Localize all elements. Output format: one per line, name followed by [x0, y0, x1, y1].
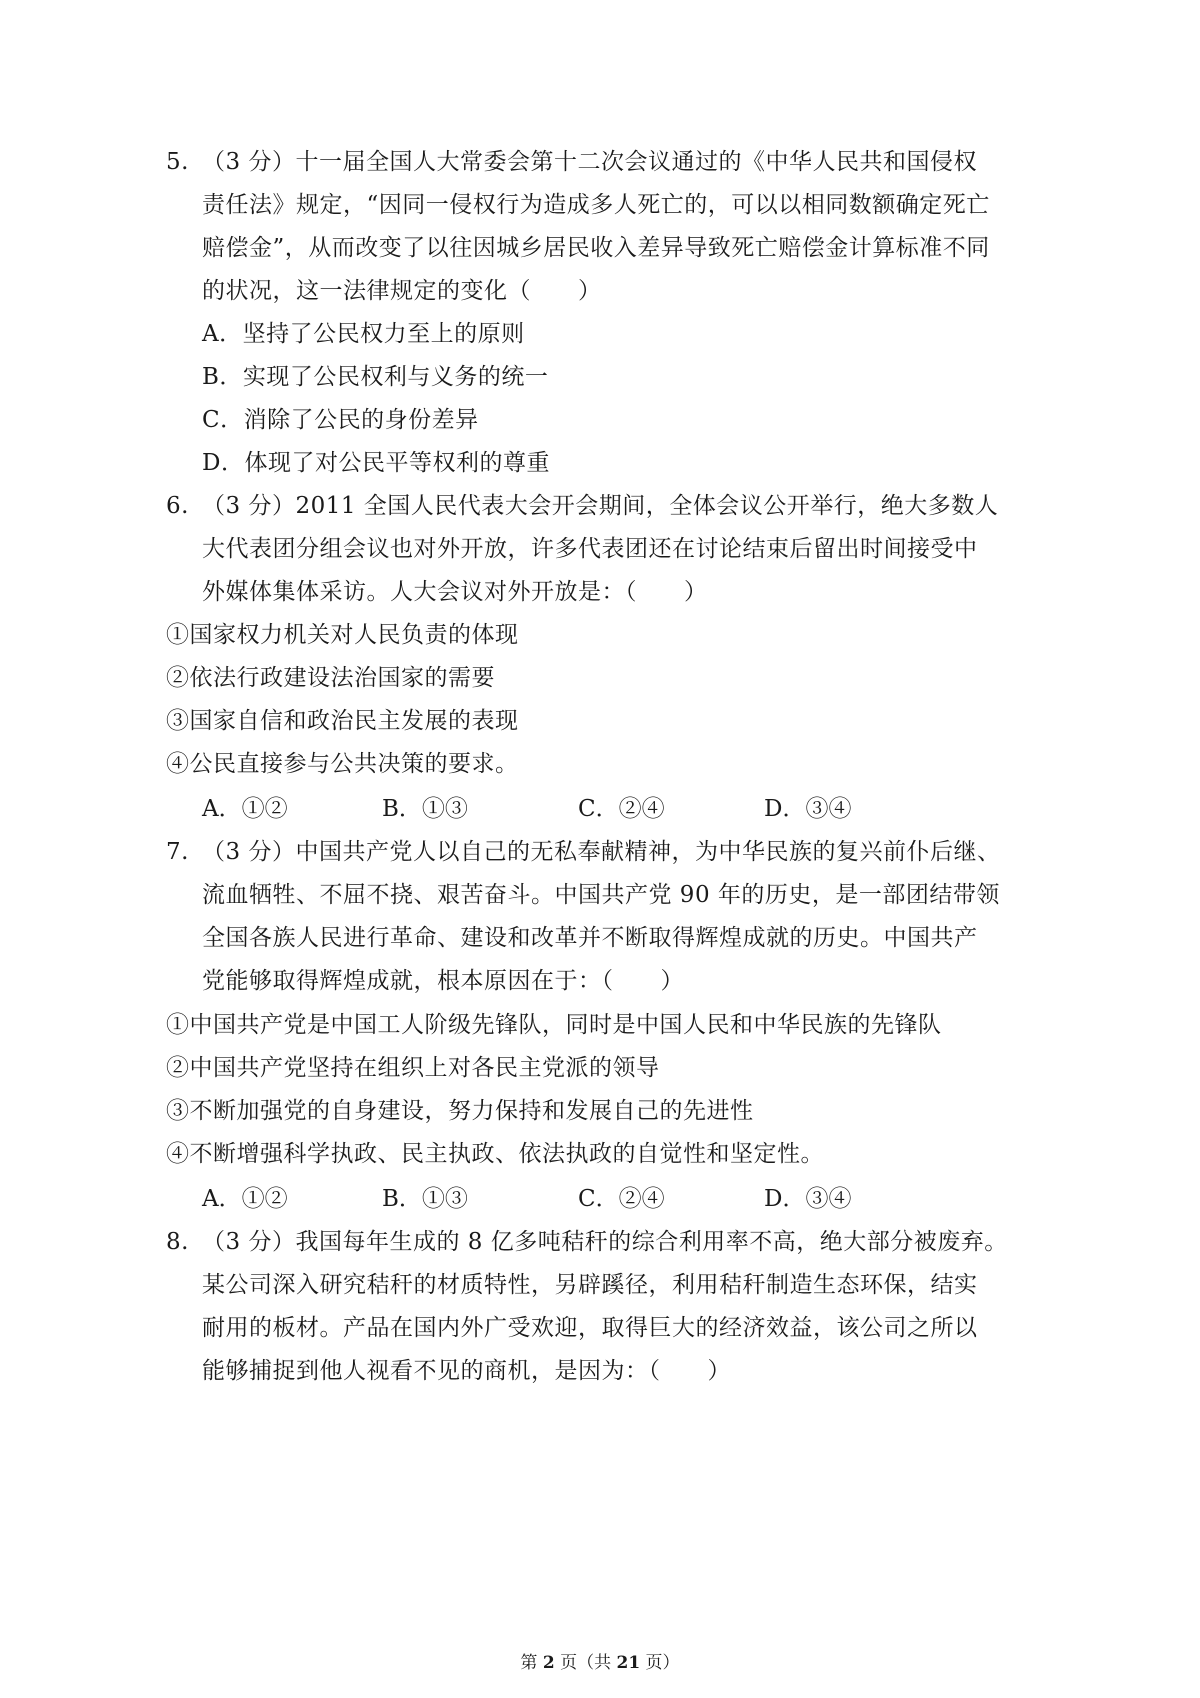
question-number: 5. — [166, 149, 189, 175]
question-5-line-4: 的状况，这一法律规定的变化（ ） — [202, 278, 602, 304]
choice-a: A．①② — [202, 1186, 288, 1212]
question-7-statement-3: ③不断加强党的自身建设，努力保持和发展自己的先进性 — [166, 1098, 754, 1124]
question-6-statement-4: ④公民直接参与公共决策的要求。 — [166, 751, 519, 777]
question-7-line-3: 全国各族人民进行革命、建设和改革并不断取得辉煌成就的历史。中国共产 — [202, 925, 978, 951]
choice-a: A．①② — [202, 796, 288, 822]
question-8-line-2: 某公司深入研究秸秆的材质特性，另辟蹊径，利用秸秆制造生态环保，结实 — [202, 1272, 978, 1298]
choice-b: B．①③ — [382, 1186, 468, 1212]
question-6-line-3: 外媒体集体采访。人大会议对外开放是：（ ） — [202, 579, 708, 605]
question-6-line-2: 大代表团分组会议也对外开放，许多代表团还在讨论结束后留出时间接受中 — [202, 536, 978, 562]
choice-c: C．②④ — [578, 1186, 665, 1212]
choice-c: C．②④ — [578, 796, 665, 822]
question-6-statement-1: ①国家权力机关对人民负责的体现 — [166, 622, 519, 648]
question-5-option-d: D．体现了对公民平等权利的尊重 — [202, 450, 550, 476]
total-page-count: 21 — [616, 1653, 641, 1673]
question-8-line-1: 8. （3 分）我国每年生成的 8 亿多吨秸秆的综合利用率不高，绝大部分被废弃。 — [166, 1229, 1008, 1255]
question-number: 7. — [166, 839, 189, 865]
question-number: 8. — [166, 1229, 189, 1255]
question-7-statement-4: ④不断增强科学执政、民主执政、依法执政的自觉性和坚定性。 — [166, 1141, 824, 1167]
question-5-option-c: C．消除了公民的身份差异 — [202, 407, 479, 433]
question-6-line-1: 6. （3 分）2011 全国人民代表大会开会期间，全体会议公开举行，绝大多数人 — [166, 493, 999, 519]
question-7-statement-1: ①中国共产党是中国工人阶级先锋队，同时是中国人民和中华民族的先锋队 — [166, 1012, 942, 1038]
question-8-line-4: 能够捕捉到他人视看不见的商机，是因为：（ ） — [202, 1358, 731, 1384]
question-6-statement-2: ②依法行政建设法治国家的需要 — [166, 665, 495, 691]
choice-d: D．③④ — [764, 1186, 852, 1212]
question-5-line-2: 责任法》规定，“因同一侵权行为造成多人死亡的，可以以相同数额确定死亡 — [202, 192, 990, 218]
question-number: 6. — [166, 493, 189, 519]
question-7-line-4: 党能够取得辉煌成就，根本原因在于：（ ） — [202, 968, 684, 994]
question-7-statement-2: ②中国共产党坚持在组织上对各民主党派的领导 — [166, 1055, 660, 1081]
question-5-option-a: A．坚持了公民权力至上的原则 — [202, 321, 525, 347]
question-5-line-3: 赔偿金”，从而改变了以往因城乡居民收入差异导致死亡赔偿金计算标准不同 — [202, 235, 990, 261]
page-footer: 第 2 页（共 21 页） — [520, 1653, 680, 1673]
question-7-line-2: 流血牺牲、不屈不挠、艰苦奋斗。中国共产党 90 年的历史，是一部团结带领 — [202, 882, 1000, 908]
question-8-line-3: 耐用的板材。产品在国内外广受欢迎，取得巨大的经济效益，该公司之所以 — [202, 1315, 978, 1341]
question-5-line-1: 5. （3 分）十一届全国人大常委会第十二次会议通过的《中华人民共和国侵权 — [166, 149, 977, 175]
current-page-number: 2 — [542, 1653, 555, 1673]
question-5-option-b: B．实现了公民权利与义务的统一 — [202, 364, 549, 390]
choice-b: B．①③ — [382, 796, 468, 822]
choice-d: D．③④ — [764, 796, 852, 822]
question-6-statement-3: ③国家自信和政治民主发展的表现 — [166, 708, 519, 734]
question-7-line-1: 7. （3 分）中国共产党人以自己的无私奉献精神，为中华民族的复兴前仆后继、 — [166, 839, 1001, 865]
